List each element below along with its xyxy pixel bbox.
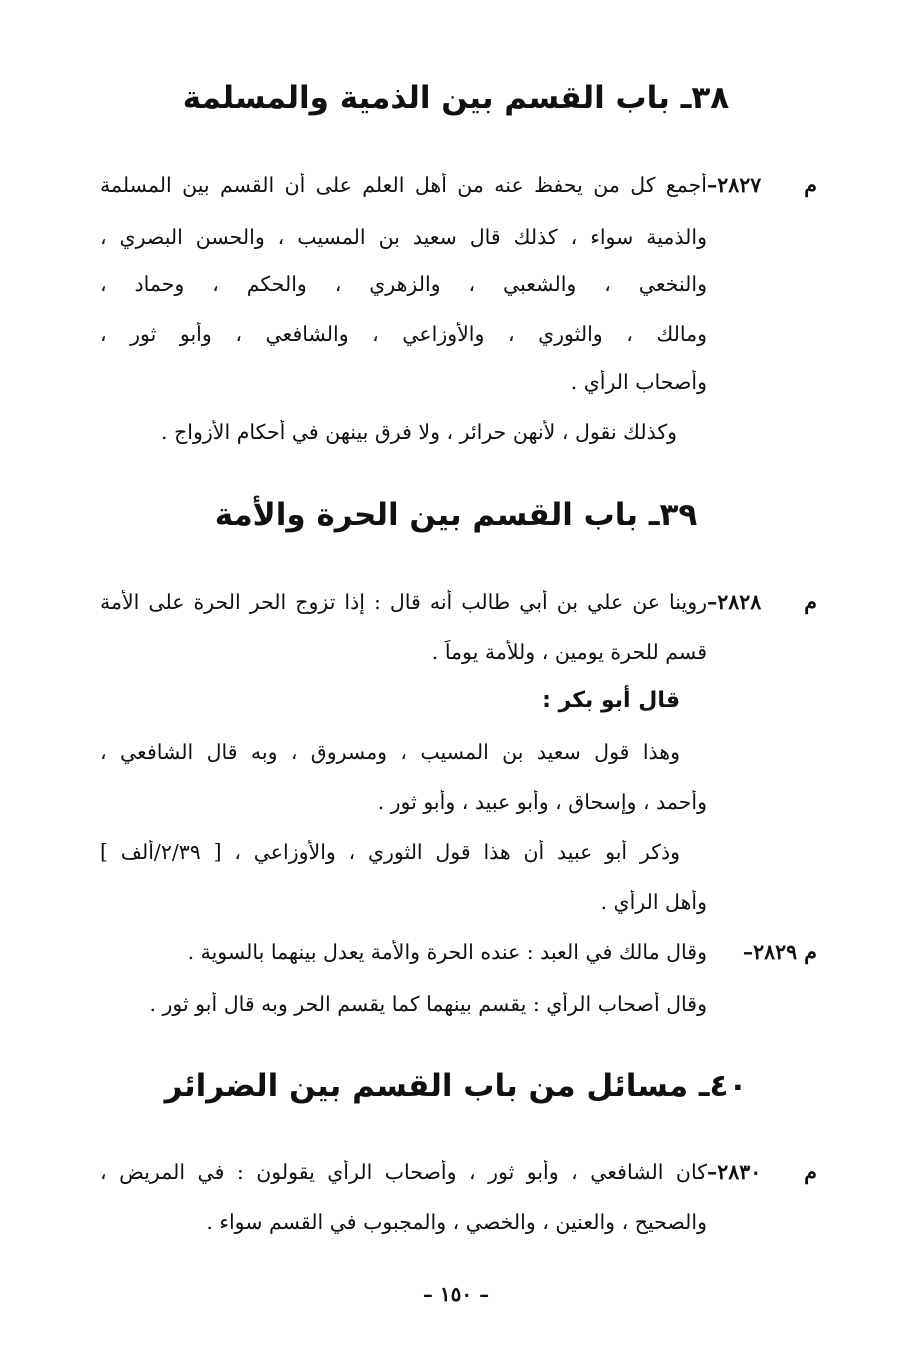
comment-line-2: وأحمد ، وإسحاق ، وأبو عبيد ، وأبو ثور . (377, 790, 707, 814)
entry-2827-line-3: والنخعي ، والشعبي ، والزهري ، والحكم ، وحماد ، (100, 272, 707, 296)
entry-2829-text-1: وقال مالك في العبد : عنده الحرة والأمة يعدل بينهما بالسوية . (187, 940, 707, 964)
qal-abu-bakr: قال أبو بكر : (542, 688, 680, 713)
entry-number-2829: م ٢٨٢٩– (742, 940, 817, 964)
entry-2830-text-1: كان الشافعي ، وأبو ثور ، وأصحاب الرأي يقولون : في المريض ، (100, 1160, 707, 1184)
entry-number-2827: م ٢٨٢٧– (707, 173, 817, 197)
comment-line-3: وذكر أبو عبيد أن هذا قول الثوري ، والأوزاعي ، [ ٢/٣٩/ألف ] (100, 840, 680, 864)
entry-2829-line-1 (100, 940, 817, 965)
entry-2830-line-2: والصحيح ، والعنين ، والخصي ، والمجبوب في القسم سواء . (206, 1210, 707, 1234)
entry-number-2830: م ٢٨٣٠– (707, 1160, 817, 1184)
entry-2828-line-2: قسم للحرة يومين ، وللأمة يوماً . (431, 640, 707, 664)
entry-2829-line-2: وقال أصحاب الرأي : يقسم بينهما كما يقسم الحر وبه قال أبو ثور . (149, 992, 707, 1016)
entry-2830-line-1 (100, 1160, 817, 1185)
page-number: – ١٥٠ – (422, 1282, 490, 1306)
entry-2827-line-2: والذمية سواء ، كذلك قال سعيد بن المسيب ، والحسن البصري ، (100, 225, 707, 249)
entry-number-2828: م ٢٨٢٨– (707, 590, 817, 614)
entry-2827-line-4: ومالك ، والثوري ، والأوزاعي ، والشافعي ، وأبو ثور ، (100, 322, 707, 346)
chapter-heading-38: ٣٨ـ باب القسم بين الذمية والمسلمة (182, 80, 730, 116)
entry-2828-line-1 (100, 590, 817, 615)
chapter-heading-40: ٤٠ـ مسائل من باب القسم بين الضرائر (164, 1068, 748, 1104)
entry-2828-text-1: روينا عن علي بن أبي طالب أنه قال : إذا تزوج الحر الحرة على الأمة (100, 590, 707, 614)
entry-2827-line-5: وأصحاب الرأي . (570, 370, 707, 394)
entry-2827-text-1: أجمع كل من يحفظ عنه من أهل العلم على أن القسم بين المسلمة (100, 173, 707, 197)
comment-line-4: وأهل الرأي . (600, 890, 707, 914)
chapter-heading-39: ٣٩ـ باب القسم بين الحرة والأمة (214, 497, 698, 533)
entry-2827-line-6: وكذلك نقول ، لأنهن حرائر ، ولا فرق بينهن في أحكام الأزواج . (161, 420, 677, 444)
comment-line-1: وهذا قول سعيد بن المسيب ، ومسروق ، وبه قال الشافعي ، (100, 740, 680, 764)
entry-2827-line-1 (100, 173, 817, 198)
